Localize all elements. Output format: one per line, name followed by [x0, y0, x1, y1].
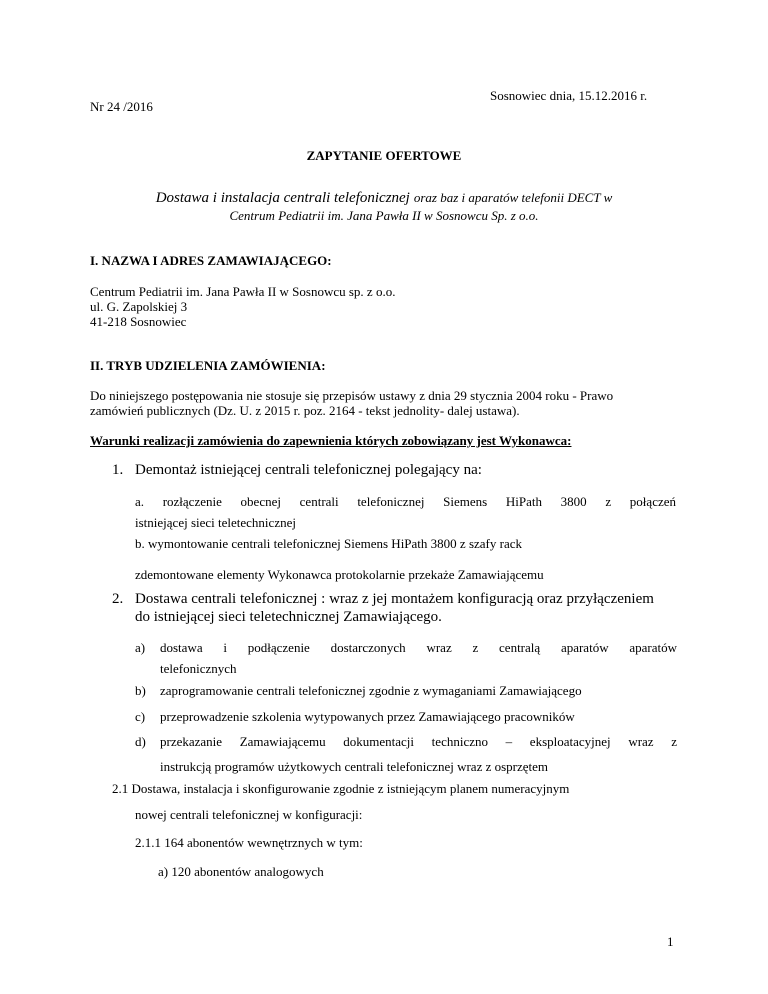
conditions-heading: Warunki realizacji zamówienia do zapewnienia których zobowiązany jest Wykonawca:	[90, 433, 572, 448]
section-2-heading: II. TRYB UDZIELENIA ZAMÓWIENIA:	[90, 358, 326, 373]
subject-line-2: Centrum Pediatrii im. Jana Pawła II w Sosnowcu Sp. z o.o.	[229, 208, 539, 223]
item-2a-label: a)	[135, 640, 146, 655]
document-number: Nr 24 /2016	[90, 99, 153, 114]
item-2a-line-2: telefonicznych	[160, 661, 237, 676]
item-2-1-line-1: 2.1 Dostawa, instalacja i skonfigurowanie zgodnie z istniejącym planem numeracyjnym	[112, 781, 570, 796]
item-2-line-1: Dostawa centrali telefonicznej : wraz z jej montażem konfiguracją oraz przyłączeniem	[135, 591, 654, 607]
item-1a-line-2: istniejącej sieci teletechnicznej	[135, 515, 296, 530]
item-2c-label: c)	[135, 709, 146, 724]
item-2c: przeprowadzenie szkolenia wytypowanych przez Zamawiającego pracowników	[160, 709, 575, 724]
item-2b-label: b)	[135, 683, 146, 698]
page-number: 1	[667, 934, 674, 949]
item-2-1-line-2: nowej centrali telefonicznej w konfiguracji:	[135, 807, 363, 822]
document-title: ZAPYTANIE OFERTOWE	[306, 148, 462, 163]
subject-small-text: oraz baz i aparatów telefonii DECT w	[413, 190, 613, 205]
item-2d-line-2: instrukcją programów użytkowych centrali telefonicznej wraz z osprzętem	[160, 759, 549, 774]
subject-line-1	[0, 189, 768, 207]
item-2a-line-1: dostawa i podłączenie dostarczonych wraz z centralą aparatów aparatów	[160, 640, 677, 655]
section-2-text-line-1: Do niniejszego postępowania nie stosuje się przepisów ustawy z dnia 29 stycznia 2004 roku - Prawo	[90, 388, 614, 403]
item-2-1-1-a: a) 120 abonentów analogowych	[158, 864, 324, 879]
item-2d-label: d)	[135, 734, 146, 749]
place-date: Sosnowiec dnia, 15.12.2016 r.	[490, 88, 648, 103]
item-2d-line-1: przekazanie Zamawiającemu dokumentacji techniczno – eksploatacyjnej wraz z	[160, 734, 677, 749]
item-2-1-1: 2.1.1 164 abonentów wewnętrznych w tym:	[135, 835, 363, 850]
item-1-note: zdemontowane elementy Wykonawca protokolarnie przekaże Zamawiającemu	[135, 567, 544, 582]
item-2-line-2: do istniejącej sieci teletechnicznej Zamawiającego.	[135, 609, 442, 625]
address-line-1: Centrum Pediatrii im. Jana Pawła II w Sosnowcu sp. z o.o.	[90, 284, 396, 299]
item-2b: zaprogramowanie centrali telefonicznej zgodnie z wymaganiami Zamawiającego	[160, 683, 582, 698]
item-1-text: Demontaż istniejącej centrali telefonicznej polegający na:	[135, 462, 482, 478]
item-1b: b. wymontowanie centrali telefonicznej Siemens HiPath 3800 z szafy rack	[135, 536, 522, 551]
section-2-text-line-2: zamówień publicznych (Dz. U. z 2015 r. poz. 2164 - tekst jednolity- dalej ustawa).	[90, 403, 520, 418]
address-line-3: 41-218 Sosnowiec	[90, 314, 187, 329]
address-line-2: ul. G. Zapolskiej 3	[90, 299, 188, 314]
subject-main-text: Dostawa i instalacja centrali telefonicznej	[155, 190, 410, 206]
section-1-heading: I. NAZWA I ADRES ZAMAWIAJĄCEGO:	[90, 253, 332, 268]
item-1a-line-1: a. rozłączenie obecnej centrali telefonicznej Siemens HiPath 3800 z połączeń	[135, 494, 676, 509]
item-1-number: 1.	[112, 462, 124, 478]
item-2-number: 2.	[112, 591, 124, 607]
